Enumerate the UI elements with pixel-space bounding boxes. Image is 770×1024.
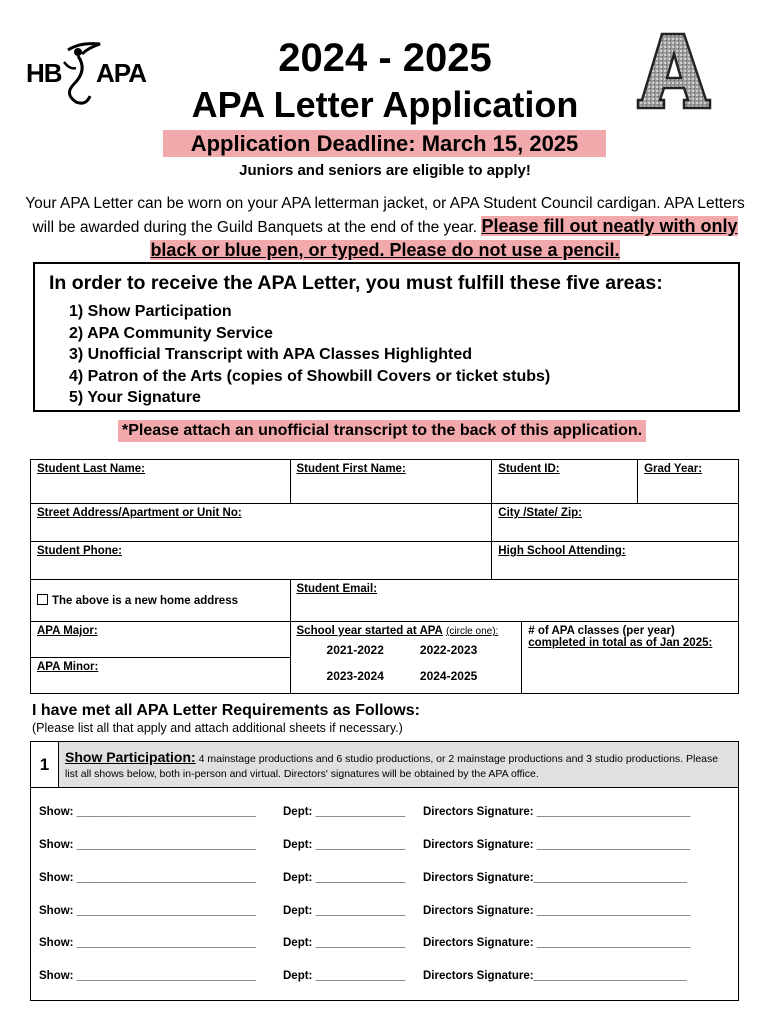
director-signature-field[interactable]: Directors Signature: ________________________ [423,937,691,949]
year-option[interactable]: 2022-2023 [419,643,478,657]
section-description: 4 mainstage productions and 6 studio productions, or 2 mainstage productions and 3 studio productions. Please list all shows below, both in-person and virtual. Directors' signatures will be obtained by the APA office. [65,753,719,780]
director-signature-field[interactable]: Directors Signature: ________________________ [423,806,691,818]
show-field[interactable]: Show: ____________________________ [39,806,256,818]
director-signature-field[interactable]: Directors Signature:________________________ [423,872,688,884]
dept-field[interactable]: Dept: ______________ [283,839,406,851]
grad-year-field[interactable]: Grad Year: [638,460,739,504]
new-address-label: The above is a new home address [52,595,238,607]
requirement-item: 3) Unofficial Transcript with APA Classes Highlighted [69,346,473,363]
intro-highlight: Please fill out neatly with only black or blue pen, or typed. Please do not use a pencil. [150,216,738,260]
requirement-item: 5) Your Signature [69,389,201,406]
new-address-checkbox-cell[interactable] [31,580,291,622]
requirement-item: 2) APA Community Service [69,324,273,342]
show-participation-section [30,741,739,1001]
show-field[interactable]: Show: ____________________________ [39,970,256,982]
show-field[interactable]: Show: ____________________________ [39,937,256,949]
logo-text-hb: HB [26,58,62,88]
requirements-met-title: I have met all APA Letter Requirements as Follows: [32,702,420,719]
director-signature-field[interactable]: Directors Signature: ________________________ [423,839,691,851]
eligibility-note: Juniors and seniors are eligible to apply! [239,162,531,179]
apa-major-field[interactable]: APA Major: [31,622,291,658]
new-address-checkbox[interactable] [37,594,48,605]
requirement-item: 1) Show Participation [69,303,232,320]
intro-text: Your APA Letter can be worn on your APA letterman jacket, or APA Student Council cardigan. APA Letters will be awarded during the Guild Banquets at the end of the year. [25,195,745,236]
last-name-field[interactable]: Student Last Name: [31,460,291,504]
director-signature-field[interactable]: Directors Signature:________________________ [423,970,688,982]
requirements-title: In order to receive the APA Letter, you must fulfill these five areas: [49,272,663,294]
director-signature-field[interactable]: Directors Signature: ________________________ [423,905,691,917]
page-title: APA Letter Application [191,84,579,125]
student-id-field[interactable]: Student ID: [492,460,638,504]
year-option[interactable]: 2023-2024 [326,669,384,683]
student-phone-field[interactable]: Student Phone: [31,542,492,580]
year-option[interactable]: 2021-2022 [326,643,384,657]
dept-field[interactable]: Dept: ______________ [283,937,406,949]
year-option[interactable]: 2024-2025 [419,669,478,683]
application-deadline: Application Deadline: March 15, 2025 [163,130,606,157]
dept-field[interactable]: Dept: ______________ [283,970,406,982]
show-field[interactable]: Show: ____________________________ [39,839,256,851]
requirements-box [33,262,740,412]
student-email-field[interactable]: Student Email: [290,580,738,622]
school-year-heading: 2024 - 2025 [278,36,492,80]
first-name-field[interactable]: Student First Name: [290,460,492,504]
glitter-letter-a-icon [636,30,712,110]
dept-field[interactable]: Dept: ______________ [283,872,406,884]
high-school-field[interactable]: High School Attending: [492,542,739,580]
street-address-field[interactable]: Street Address/Apartment or Unit No: [31,504,492,542]
requirements-met-subtitle: (Please list all that apply and attach additional sheets if necessary.) [32,721,403,735]
city-state-zip-field[interactable]: City /State/ Zip: [492,504,739,542]
requirement-item: 4) Patron of the Arts (copies of Showbill Covers or ticket stubs) [69,367,551,385]
attach-transcript-note: *Please attach an unofficial transcript to the back of this application. [118,420,646,442]
show-field[interactable]: Show: ____________________________ [39,872,256,884]
show-field[interactable]: Show: ____________________________ [39,905,256,917]
apa-minor-field[interactable]: APA Minor: [31,658,291,694]
intro-paragraph [20,192,750,263]
dept-field[interactable]: Dept: ______________ [283,806,406,818]
apa-classes-count-field[interactable]: # of APA classes (per year) completed in total as of Jan 2025: [522,622,739,694]
student-info-table [30,459,739,694]
section-title: Show Participation: [65,749,196,765]
requirements-list [49,301,724,409]
logo-text-apa: APA [96,58,146,88]
dept-field[interactable]: Dept: ______________ [283,905,406,917]
section-number: 1 [31,742,59,787]
section-header [31,742,738,788]
school-year-started-field[interactable]: School year started at APA (circle one): 2021-2022 2022-2023 2023-2024 2024-2025 [290,622,522,694]
